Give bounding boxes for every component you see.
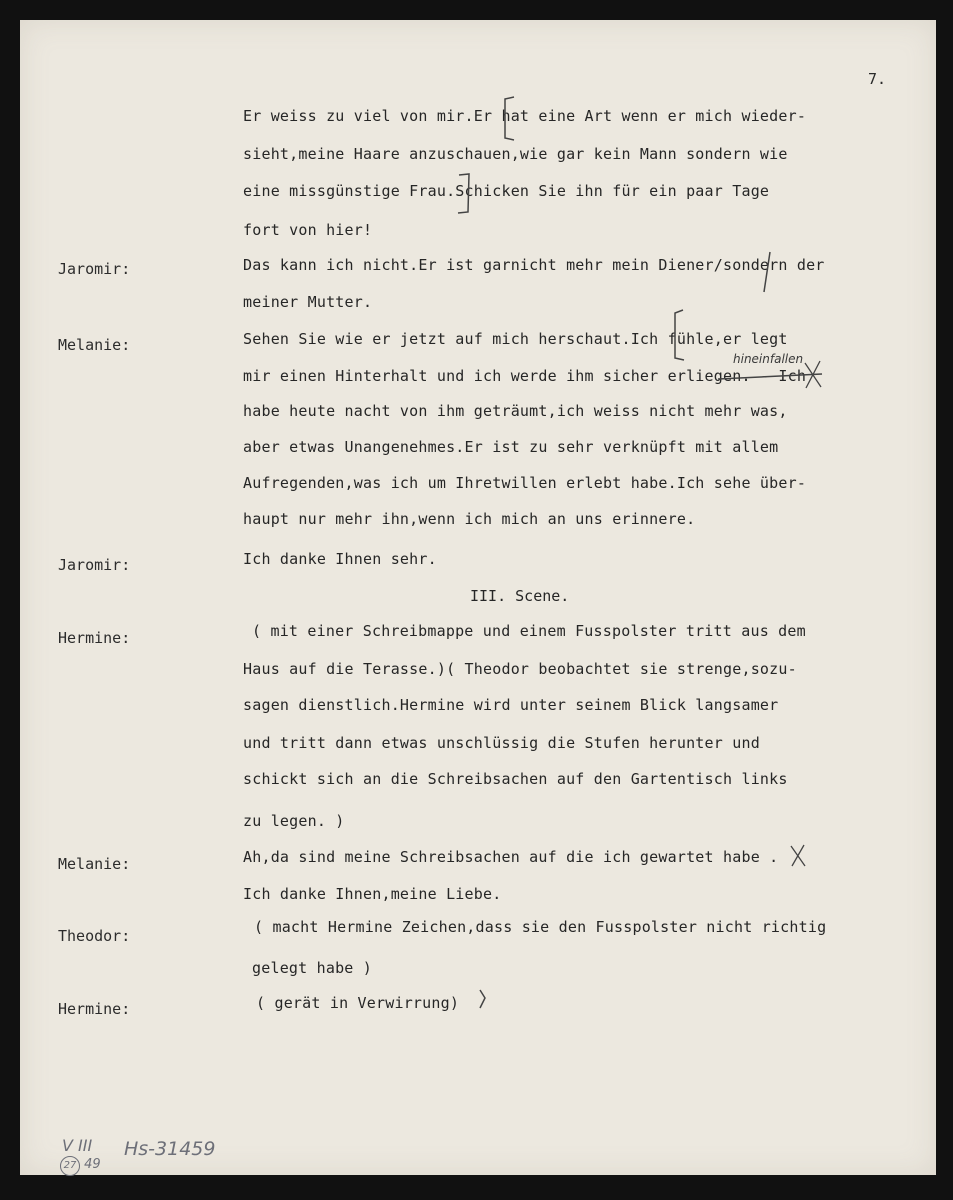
speaker-melanie: Melanie: [58,855,131,873]
stage-direction-line: ( macht Hermine Zeichen,dass sie den Fusspolster nicht richtig [254,918,827,936]
archive-volume-mark: V III [62,1136,93,1155]
speaker-jaromir: Jaromir: [58,260,131,278]
text-line: Ah,da sind meine Schreibsachen auf die ich gewartet habe . [243,848,779,866]
stage-direction-line: ( mit einer Schreibmappe und einem Fusspolster tritt aus dem [252,622,806,640]
speaker-hermine: Hermine: [58,1000,131,1018]
stage-direction-line: gelegt habe ) [252,959,372,977]
page-number: 7. [868,70,887,88]
scene-heading: III. Scene. [470,587,570,605]
archive-shelfmark: Hs-31459 [124,1138,216,1160]
edit-bracket-mark [505,97,514,140]
text-line: haupt nur mehr ihn,wenn ich mich an uns erinnere. [243,510,696,528]
speaker-hermine: Hermine: [58,629,131,647]
text-line: eine missgünstige Frau.Schicken Sie ihn für ein paar Tage [243,182,770,200]
strikethrough-line [718,374,822,379]
text-line: Er weiss zu viel von mir.Er hat eine Art wenn er mich wieder- [243,107,807,125]
speaker-melanie: Melanie: [58,336,131,354]
text-line: aber etwas Unangenehmes.Er ist zu sehr verknüpft mit allem [243,438,779,456]
stage-direction-line: schickt sich an die Schreibsachen auf den Gartentisch links [243,770,788,788]
text-line: Aufregenden,was ich um Ihretwillen erlebt habe.Ich sehe über- [243,474,807,492]
text-line: Ich danke Ihnen sehr. [243,550,437,568]
text-line: Das kann ich nicht.Er ist garnicht mehr mein Diener/sondern der [243,256,825,274]
text-line: habe heute nacht von ihm geträumt,ich weiss nicht mehr was, [243,402,788,420]
stage-direction-line: Haus auf die Terasse.)( Theodor beobachtet sie strenge,sozu- [243,660,797,678]
text-line: Sehen Sie wie er jetzt auf mich herschaut.Ich fühle,er legt [243,330,788,348]
stage-direction-line: und tritt dann etwas unschlüssig die Stufen herunter und [243,734,760,752]
stage-direction-line: zu legen. ) [243,812,345,830]
archive-folio-mark [60,1156,101,1176]
archive-circled-number: 27 [60,1156,80,1176]
handwritten-insert: hineinfallen [733,352,804,366]
deletion-mark [791,845,805,866]
stage-direction-line: ( gerät in Verwirrung) [256,994,460,1012]
speaker-jaromir: Jaromir: [58,556,131,574]
edit-bracket-mark [458,174,469,213]
edit-bracket-mark [675,310,684,360]
edit-bracket-mark [480,990,485,1008]
text-line: sieht,meine Haare anzuschauen,wie gar kein Mann sondern wie [243,145,788,163]
text-line: mir einen Hinterhalt und ich werde ihm sicher erliegen. - Ich [243,367,807,385]
stage-direction-line: sagen dienstlich.Hermine wird unter seinem Blick langsamer [243,696,779,714]
archive-sub-number: 49 [84,1157,101,1172]
text-line: fort von hier! [243,221,373,239]
text-line: meiner Mutter. [243,293,373,311]
speaker-theodor: Theodor: [58,927,131,945]
text-line: Ich danke Ihnen,meine Liebe. [243,885,502,903]
deletion-stroke [764,252,770,292]
